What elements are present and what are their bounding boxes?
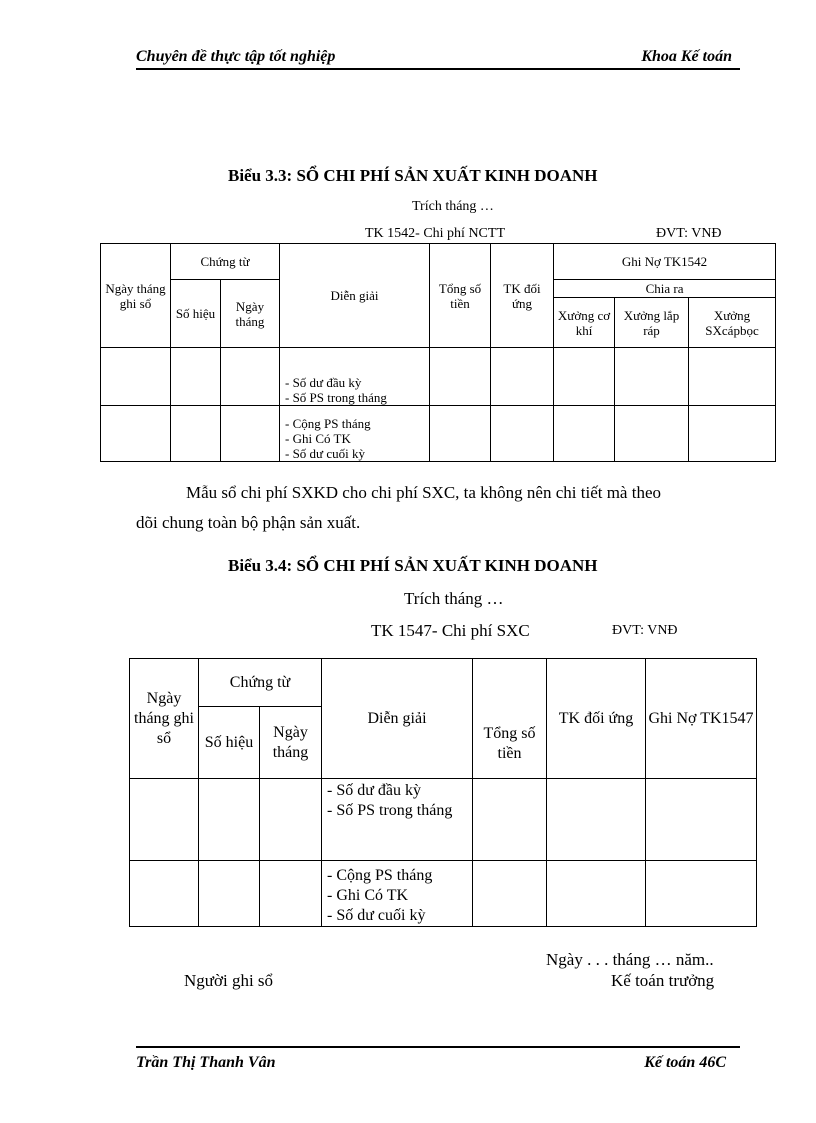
form2-title: Biểu 3.4: SỔ CHI PHÍ SẢN XUẤT KINH DOANH [228,556,598,575]
description-cell: - Số dư đầu kỳ - Số PS trong tháng [280,348,430,406]
col-total: Tổng số tiền [473,659,547,779]
col-voucher-no: Số hiệu [171,280,221,348]
table-row [101,406,776,462]
col-voucher-date: Ngày tháng [221,280,280,348]
table-row [130,779,757,861]
col-voucher: Chứng từ [171,244,280,280]
col-debit: Ghi Nợ TK1542 [554,244,776,280]
signature-recorder: Người ghi sổ [184,971,274,990]
form1-unit: ĐVT: VNĐ [656,226,722,241]
col-workshop-3: Xưởng SXcápbọc [689,298,776,348]
description-cell: - Số dư đầu kỳ - Số PS trong tháng [322,779,473,861]
table-row [101,348,776,406]
paragraph: Mẫu sổ chi phí SXKD cho chi phí SXC, ta không nên chi tiết mà theo dõi chung toàn bộ phận sản xuất. [136,483,661,532]
col-date: Ngày tháng ghi sổ [101,244,171,348]
page-footer [136,1046,740,1072]
col-contra: TK đối ứng [491,244,554,348]
form2-table [129,658,757,927]
page-header [136,48,740,70]
col-voucher-date: Ngày tháng [260,707,322,779]
header-left: Chuyên đề thực tập tốt nghiệp [136,48,336,65]
col-description: Diễn giải [280,244,430,348]
form2-period: Trích tháng … [404,589,504,608]
col-voucher-no: Số hiệu [199,707,260,779]
col-debit: Ghi Nợ TK1547 [646,659,757,779]
form2-account: TK 1547- Chi phí SXC [371,621,530,640]
col-total: Tổng số tiền [430,244,491,348]
col-workshop-1: Xưởng cơ khí [554,298,615,348]
signature-chief: Kế toán trưởng [611,971,715,990]
footer-right: Kế toán 46C [644,1054,726,1071]
col-description: Diễn giải [322,659,473,779]
form1-title: Biểu 3.3: SỔ CHI PHÍ SẢN XUẤT KINH DOANH [228,166,598,185]
form1-account: TK 1542- Chi phí NCTT [365,226,505,241]
header-right: Khoa Kế toán [641,48,732,65]
footer-left: Trần Thị Thanh Vân [136,1054,276,1071]
col-split: Chia ra [554,280,776,298]
form2-unit: ĐVT: VNĐ [612,623,678,638]
col-workshop-2: Xưởng lắp ráp [615,298,689,348]
description-cell: - Cộng PS tháng - Ghi Có TK - Số dư cuối kỳ [322,861,473,927]
col-date: Ngày tháng ghi sổ [130,659,199,779]
col-contra: TK đối ứng [547,659,646,779]
form1-table [100,243,776,462]
signature-date: Ngày . . . tháng … năm.. [546,950,714,969]
col-voucher: Chứng từ [199,659,322,707]
description-cell: - Cộng PS tháng - Ghi Có TK - Số dư cuối kỳ [280,406,430,462]
table-row [130,861,757,927]
form1-period: Trích tháng … [412,199,494,214]
